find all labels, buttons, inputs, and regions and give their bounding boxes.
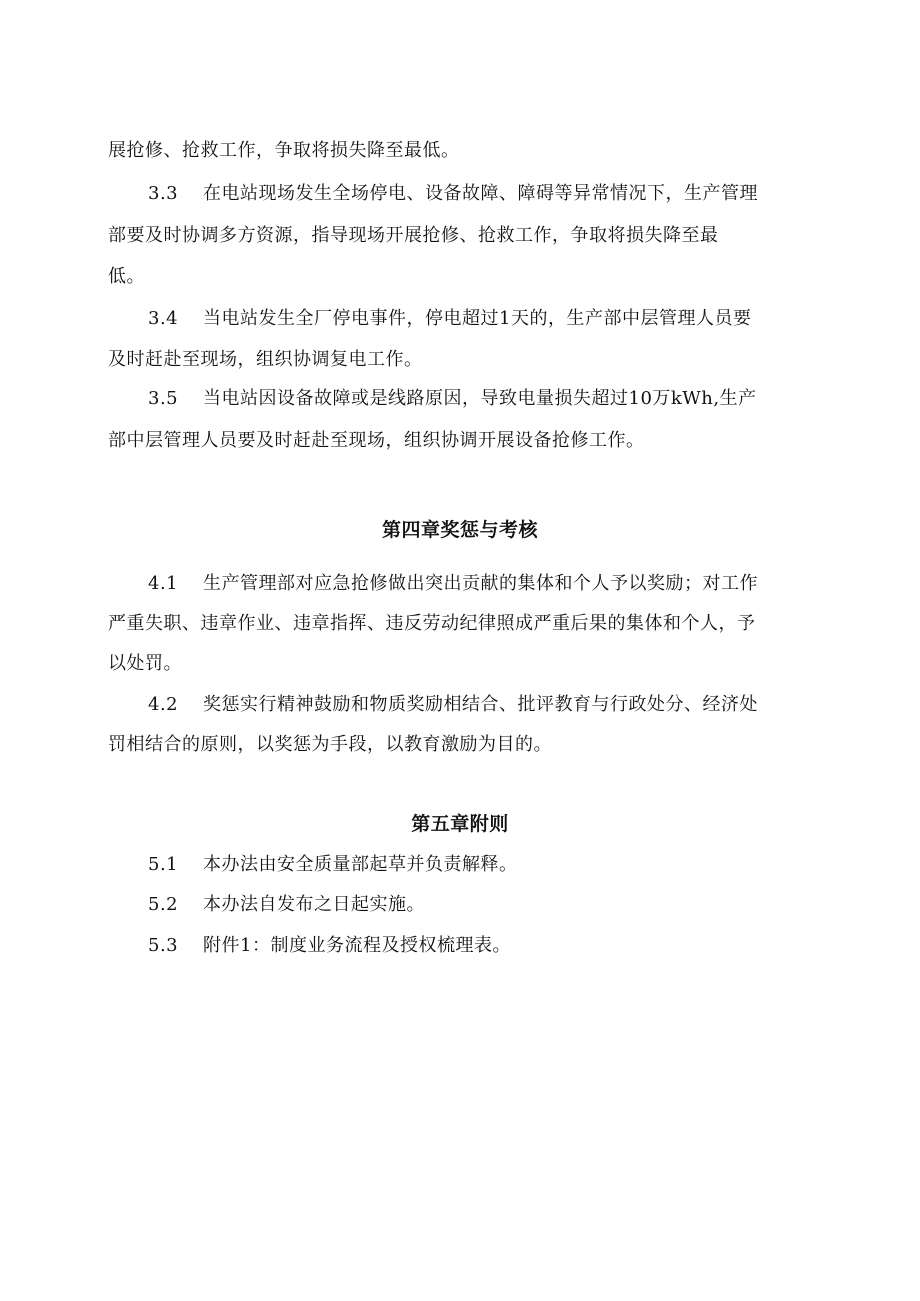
chapter-5-title: 第五章附则: [411, 813, 509, 835]
clause-5-1: [148, 853, 518, 877]
clause-text: 生产管理部对应急抢修做出突出贡献的集体和个人予以奖励；对工作: [203, 573, 758, 594]
clause-text: 本办法由安全质量部起草并负责解释。: [203, 854, 518, 875]
clause-text: 在电站现场发生全场停电、设备故障、障碍等异常情况下，生产管理: [203, 183, 758, 204]
clause-3-3: [148, 182, 758, 206]
clause-3-4: [148, 307, 751, 331]
paragraph-line: 及时赶赴至现场，组织协调复电工作。: [108, 349, 423, 370]
clause-number: 3.4: [148, 308, 179, 329]
clause-number: 4.2: [148, 694, 179, 715]
clause-number: 3.3: [148, 183, 179, 204]
clause-5-2: [148, 893, 425, 917]
clause-text: 附件1：制度业务流程及授权梳理表。: [203, 935, 511, 956]
paragraph-line: 严重失职、违章作业、违章指挥、违反劳动纪律照成严重后果的集体和个人，予: [108, 613, 756, 634]
clause-3-5: [148, 387, 757, 411]
clause-number: 5.3: [148, 935, 179, 956]
clause-5-3: [148, 934, 511, 958]
clause-text: 本办法自发布之日起实施。: [203, 894, 425, 915]
clause-4-1: [148, 572, 758, 596]
clause-number: 3.5: [148, 388, 179, 409]
paragraph-line: 部要及时协调多方资源，指导现场开展抢修、抢救工作，争取将损失降至最: [108, 225, 719, 246]
clause-text: 奖惩实行精神鼓励和物质奖励相结合、批评教育与行政处分、经济处: [203, 694, 758, 715]
paragraph-line: 部中层管理人员要及时赶赴至现场，组织协调开展设备抢修工作。: [108, 430, 645, 451]
paragraph-line: 展抢修、抢救工作，争取将损失降至最低。: [108, 140, 460, 161]
clause-text: 当电站因设备故障或是线路原因，导致电量损失超过10万kWh,生产: [203, 388, 757, 409]
clause-4-2: [148, 693, 758, 717]
clause-text: 当电站发生全厂停电事件，停电超过1天的，生产部中层管理人员要: [203, 308, 752, 329]
paragraph-line: 罚相结合的原则，以奖惩为手段，以教育激励为目的。: [108, 734, 552, 755]
clause-number: 5.2: [148, 894, 179, 915]
chapter-4-title: 第四章奖惩与考核: [381, 519, 538, 541]
paragraph-line: 低。: [108, 266, 145, 287]
clause-number: 4.1: [148, 573, 179, 594]
paragraph-line: 以处罚。: [108, 653, 182, 674]
clause-number: 5.1: [148, 854, 179, 875]
